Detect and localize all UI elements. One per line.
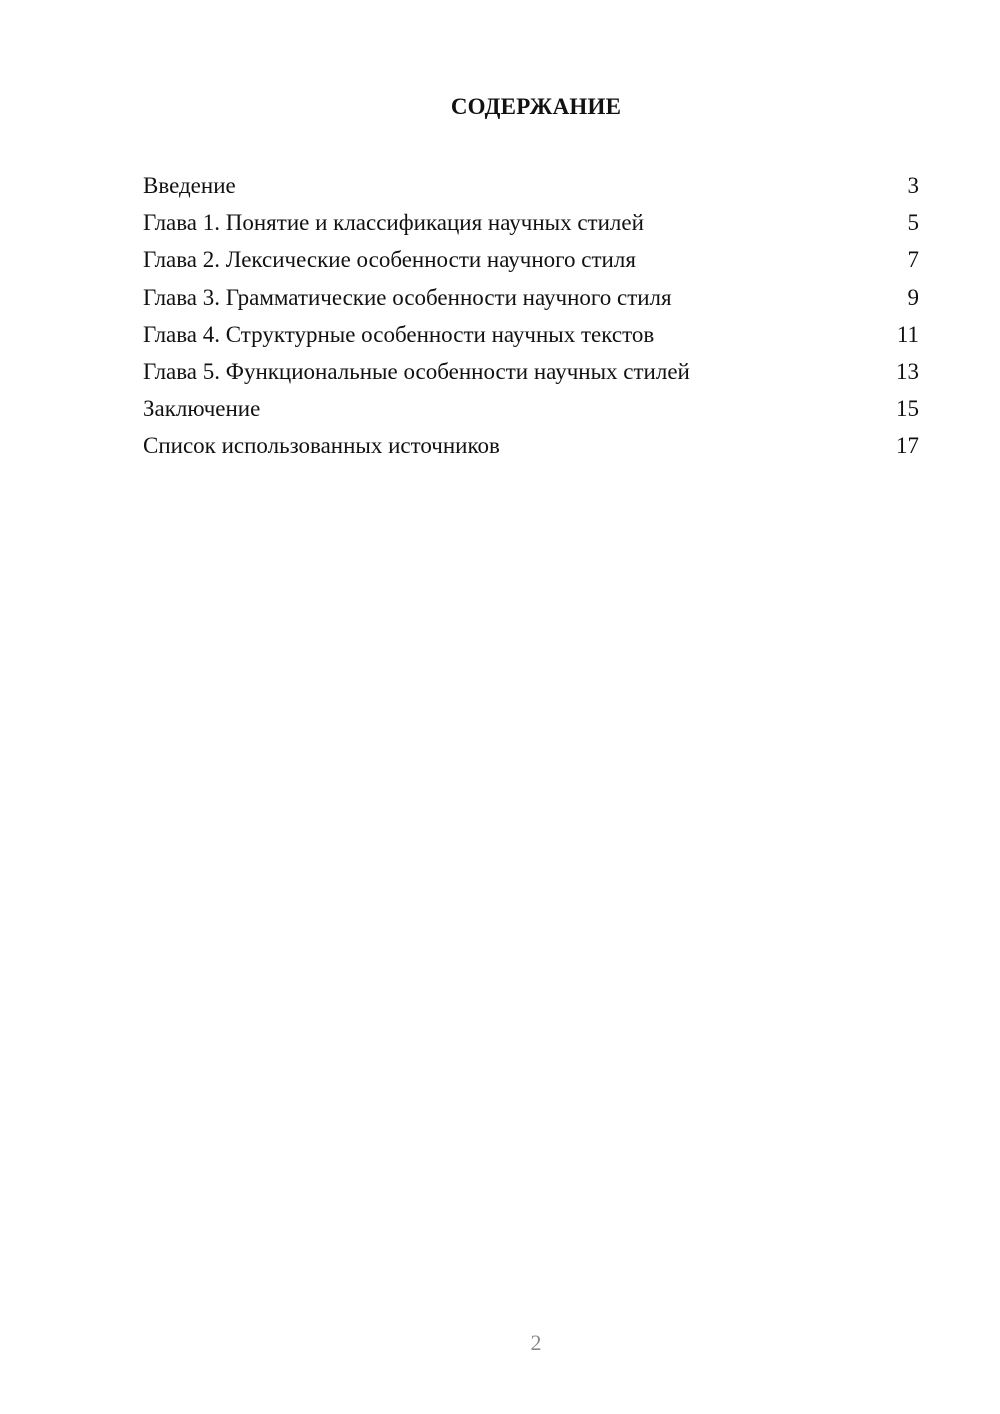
- toc-entry-page: 5: [907, 210, 919, 236]
- toc-entry-references: [143, 427, 919, 464]
- toc-entry-chapter-5: [143, 353, 919, 390]
- toc-entry-label: Глава 5. Функциональные особенности научных стилей: [143, 358, 690, 384]
- toc-title: СОДЕРЖАНИЕ: [450, 94, 622, 119]
- page-number: 2: [530, 1330, 542, 1355]
- toc-entry-chapter-3: [143, 279, 919, 316]
- toc-entry-chapter-1: [143, 204, 919, 241]
- toc-entry-conclusion: [143, 390, 919, 427]
- toc-entry-label: Глава 1. Понятие и классификация научных стилей: [143, 210, 644, 236]
- toc-entry-label: Глава 2. Лексические особенности научного стиля: [143, 247, 636, 273]
- toc-entry-page: 7: [907, 247, 919, 273]
- toc-entry-chapter-2: [143, 241, 919, 278]
- toc-entry-page: 11: [896, 321, 919, 347]
- toc-entry-label: Глава 3. Грамматические особенности научного стиля: [143, 284, 672, 310]
- toc-entry-introduction: [143, 167, 919, 204]
- toc-entry-page: 3: [907, 173, 919, 198]
- toc-entry-chapter-4: [143, 316, 919, 353]
- toc-entry-label: Заключение: [143, 396, 261, 422]
- toc-entry-label: Глава 4. Структурные особенности научных текстов: [143, 321, 655, 347]
- toc-entry-page: 15: [896, 396, 919, 422]
- toc-entry-page: 13: [896, 358, 919, 384]
- toc-entry-page: 9: [907, 284, 919, 310]
- toc-entry-page: 17: [896, 433, 919, 459]
- toc-entry-label: Введение: [143, 173, 236, 198]
- toc-list: [143, 167, 919, 465]
- toc-entry-label: Список использованных источников: [143, 433, 500, 459]
